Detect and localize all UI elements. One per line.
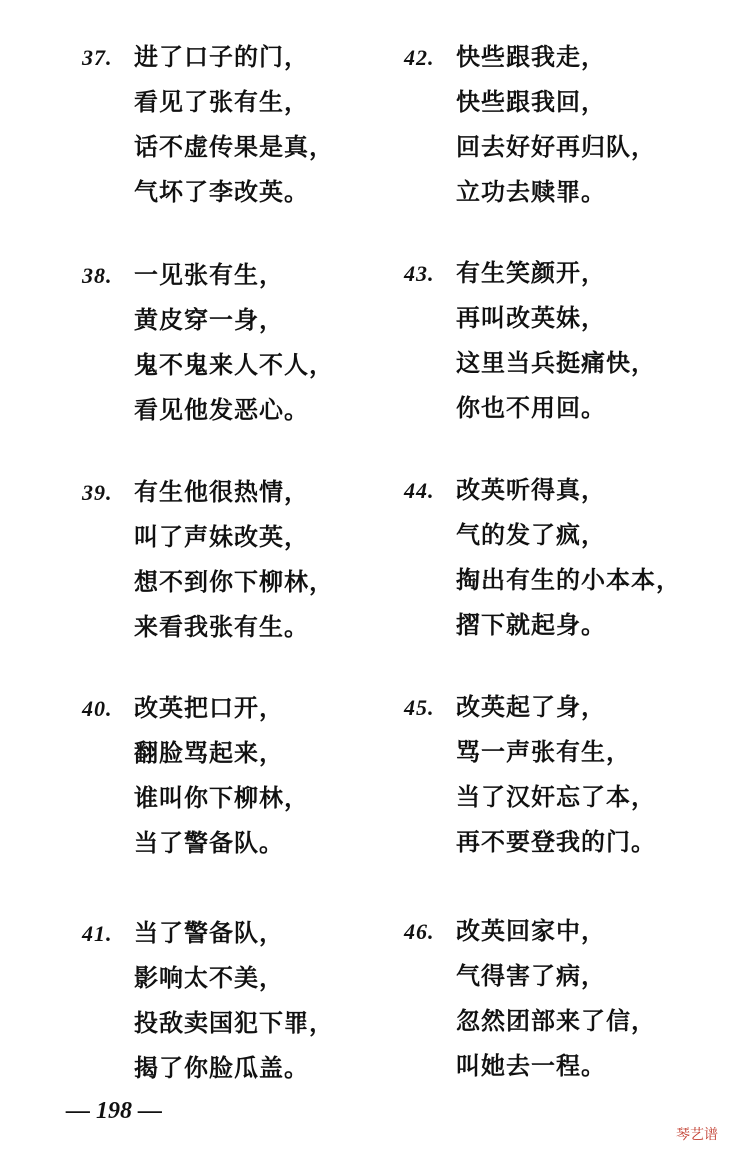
verse-line: 骂一声张有生， [456, 737, 631, 766]
stanza-number: 46. [404, 919, 435, 944]
verse-line: 投敌卖国犯下罪， [134, 1008, 334, 1037]
watermark-logo: 琴艺谱 [676, 1127, 718, 1143]
stanza-number: 42. [404, 45, 435, 70]
verse-line: 气得害了病， [456, 961, 606, 990]
stanza-first-line [404, 916, 606, 947]
stanza-first-line [82, 42, 309, 73]
verse-line: 改英把口开， [134, 693, 284, 722]
verse-line: 立功去赎罪。 [456, 177, 606, 206]
verse-line: 当了汉奸忘了本， [456, 782, 656, 811]
verse-line: 进了口子的门， [134, 42, 309, 71]
stanza-number: 40. [82, 696, 113, 721]
verse-line: 看见了张有生， [134, 87, 309, 116]
verse-line: 再不要登我的门。 [456, 827, 656, 856]
verse-line: 叫了声妹改英， [134, 522, 309, 551]
stanza-first-line [404, 42, 606, 73]
verse-line: 当了警备队。 [134, 828, 284, 857]
stanza-number: 39. [82, 480, 113, 505]
stanza-number: 44. [404, 478, 435, 503]
verse-line: 揭了你脸瓜盖。 [134, 1053, 309, 1082]
verse-line: 谁叫你下柳林， [134, 783, 309, 812]
stanza-first-line [404, 475, 606, 506]
stanza-number: 41. [82, 921, 113, 946]
verse-line: 快些跟我回， [456, 87, 606, 116]
verse-line: 回去好好再归队， [456, 132, 656, 161]
verse-line: 叫她去一程。 [456, 1051, 606, 1080]
verse-line: 黄皮穿一身， [134, 305, 284, 334]
stanza-first-line [82, 918, 284, 949]
verse-line: 影响太不美， [134, 963, 284, 992]
verse-line: 有生笑颜开， [456, 258, 606, 287]
stanza-number: 37. [82, 45, 113, 70]
verse-line: 改英起了身， [456, 692, 606, 721]
page-number: — 198 — [66, 1098, 162, 1124]
stanza-first-line [82, 477, 309, 508]
verse-line: 鬼不鬼来人不人， [134, 350, 334, 379]
verse-line: 翻脸骂起来， [134, 738, 284, 767]
verse-line: 有生他很热情， [134, 477, 309, 506]
verse-line: 摺下就起身。 [456, 610, 606, 639]
verse-line: 改英回家中， [456, 916, 606, 945]
verse-line: 这里当兵挺痛快， [456, 348, 656, 377]
verse-line: 你也不用回。 [456, 393, 606, 422]
stanza-number: 38. [82, 263, 113, 288]
verse-line: 改英听得真， [456, 475, 606, 504]
verse-line: 话不虚传果是真， [134, 132, 334, 161]
stanza-number: 45. [404, 695, 435, 720]
verse-line: 当了警备队， [134, 918, 284, 947]
stanza-first-line [82, 260, 284, 291]
verse-line: 一见张有生， [134, 260, 284, 289]
verse-line: 气的发了疯， [456, 520, 606, 549]
stanza-first-line [404, 258, 606, 289]
stanza-number: 43. [404, 261, 435, 286]
stanza-first-line [404, 692, 606, 723]
verse-line: 忽然团部来了信， [456, 1006, 656, 1035]
verse-line: 想不到你下柳林， [134, 567, 334, 596]
stanza-first-line [82, 693, 284, 724]
verse-line: 来看我张有生。 [134, 612, 309, 641]
verse-line: 看见他发恶心。 [134, 395, 309, 424]
verse-line: 再叫改英妹， [456, 303, 606, 332]
verse-line: 气坏了李改英。 [134, 177, 309, 206]
verse-line: 快些跟我走， [456, 42, 606, 71]
verse-line: 掏出有生的小本本， [456, 565, 681, 594]
